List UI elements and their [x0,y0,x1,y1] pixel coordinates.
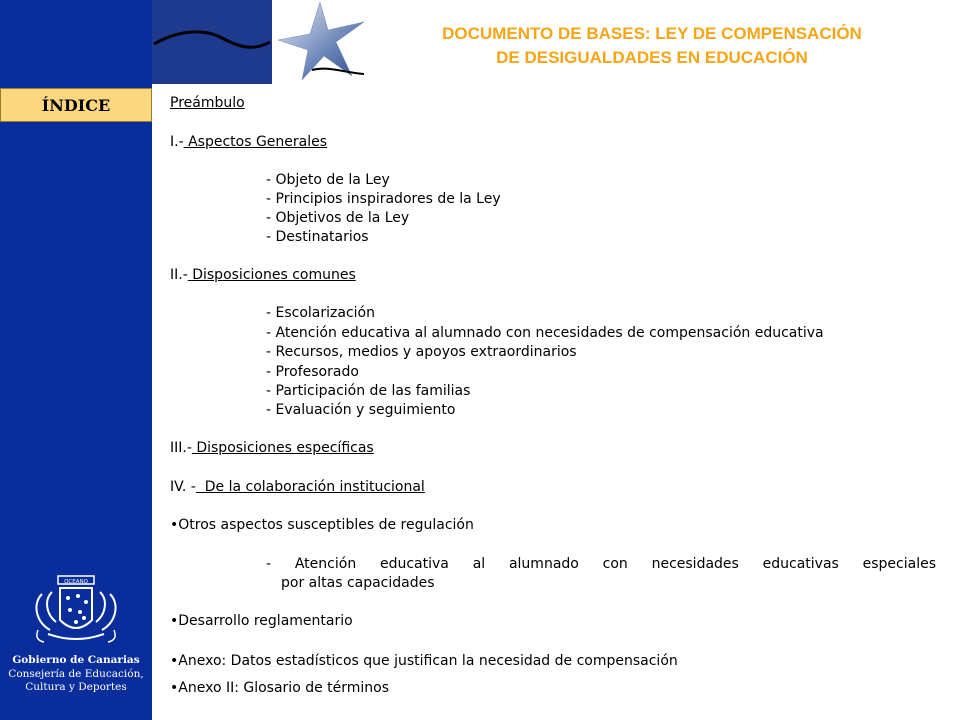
toc-s2-item: - Recursos, medios y apoyos extraordinarios [266,344,577,360]
section-1-number: I.- [170,134,184,150]
toc-s2-item: - Profesorado [266,364,359,380]
toc-bullet-development: • Desarrollo reglamentario [170,612,353,631]
section-2-title: Disposiciones comunes [187,267,356,283]
dept-line-1: Consejería de Educación, [8,667,144,680]
toc-bullet-other: • Otros aspectos susceptibles de regulación [170,516,474,535]
toc-bullet-annex-1: • Anexo: Datos estadísticos que justifican la necesidad de compensación [170,652,678,671]
government-label [4,654,148,695]
toc-bullet-annex-2: • Anexo II: Glosario de términos [170,679,389,698]
toc-section-4[interactable] [170,478,425,497]
star-logo [272,0,372,84]
toc-section-1[interactable] [170,133,327,152]
index-tab[interactable] [0,88,152,122]
toc-s2-item: - Evaluación y seguimiento [266,402,456,418]
toc-s2-item: - Escolarización [266,305,375,321]
star-icon [272,0,372,84]
section-3-title: Disposiciones específicas [191,440,374,456]
toc-s1-item: - Principios inspiradores de la Ley [266,191,501,207]
section-2-number: II.- [170,267,188,283]
canarias-crest [22,570,130,650]
toc-section-2[interactable] [170,266,356,285]
crest-ribbon-text: OCEANO [64,579,88,585]
index-tab-label: ÍNDICE [41,95,111,115]
section-4-title: De la colaboración institucional [195,479,425,495]
toc-s1-item: - Objetivos de la Ley [266,210,410,226]
title-line-2: DE DESIGUALDADES EN EDUCACIÓN [496,48,808,67]
wave-banner [152,0,272,84]
toc-preamble[interactable]: Preámbulo [170,95,245,111]
toc-other-item-line-1: - Atención educativa al alumnado con necesidades educativas especiales [266,556,936,572]
wave-icon [152,0,272,84]
section-1-title: Aspectos Generales [183,134,328,150]
toc-other-item-line-2: por altas capacidades [281,575,435,591]
page-title [372,22,932,70]
coat-of-arms-icon [22,570,130,650]
toc-s2-item: - Atención educativa al alumnado con necesidades de compensación educativa [266,325,824,341]
gov-name: Gobierno de Canarias [12,654,140,666]
toc-s1-item: - Destinatarios [266,229,369,245]
toc-section-3[interactable] [170,439,374,458]
title-line-1: DOCUMENTO DE BASES: LEY DE COMPENSACIÓN [442,24,862,43]
dept-line-2: Cultura y Deportes [25,681,127,693]
section-3-number: III.- [170,440,192,456]
section-4-number: IV. - [170,479,196,495]
toc-s1-item: - Objeto de la Ley [266,172,390,188]
toc-s2-item: - Participación de las familias [266,383,471,399]
